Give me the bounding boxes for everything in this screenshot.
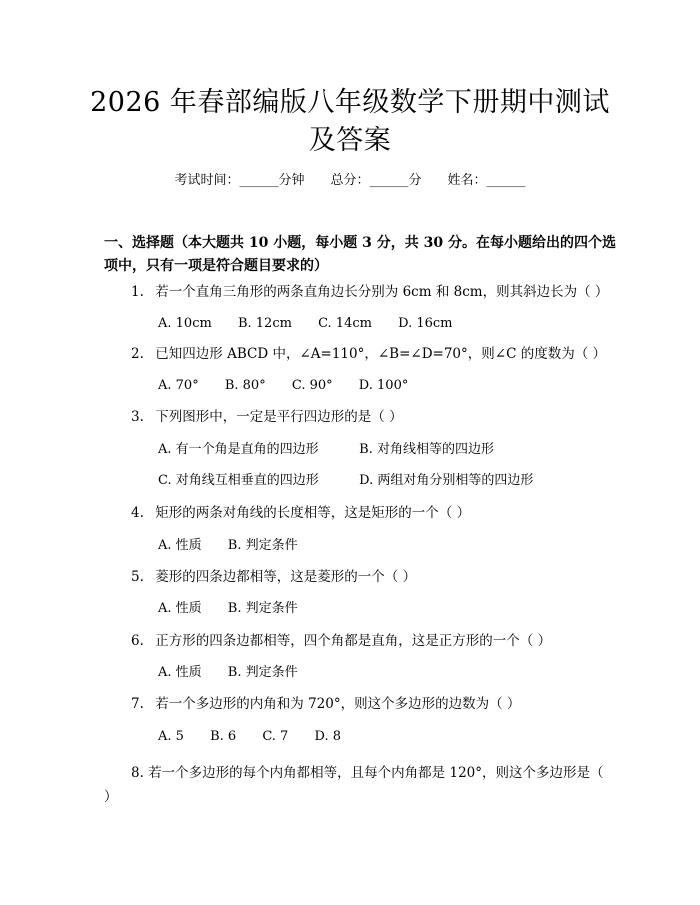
time-blank: ______分钟 — [239, 173, 305, 188]
question-6 — [131, 632, 601, 650]
option-a: A. 70° — [158, 378, 199, 393]
question-text: 已知四边形 ABCD 中，∠A=110°，∠B=∠D=70°，则∠C 的度数为（ ） — [155, 346, 606, 362]
question-4 — [131, 504, 601, 522]
option-a: A. 性质 — [158, 601, 202, 616]
question-6-options — [158, 664, 320, 682]
question-text: 若一个多边形的内角和为 720°，则这个多边形的边数为（ ） — [155, 696, 521, 712]
score-label: 总分： — [330, 173, 370, 188]
question-number: 7. — [131, 696, 144, 712]
option-a: A. 10cm — [158, 316, 212, 331]
option-d: D. 8 — [314, 729, 341, 744]
option-b: B. 6 — [210, 729, 237, 744]
question-number: 5. — [131, 569, 144, 585]
question-1-options — [158, 315, 474, 333]
option-d: D. 两组对角分别相等的四边形 — [359, 473, 534, 488]
option-a: A. 有一个角是直角的四边形 — [158, 442, 319, 457]
question-7 — [131, 695, 601, 713]
name-label: 姓名： — [447, 173, 487, 188]
question-text: 若一个多边形的每个内角都相等，且每个内角都是 120°，则这个多边形是（ ） — [104, 765, 604, 805]
question-5 — [131, 568, 601, 586]
question-number: 2. — [131, 346, 144, 362]
section-heading: 一、选择题（本大题共 10 小题，每小题 3 分，共 30 分。在每小题给出的四个选项中，只有一项是符合题目要求的） — [104, 235, 616, 274]
question-number: 1. — [131, 284, 144, 300]
option-b: B. 80° — [224, 378, 266, 393]
question-number: 8. — [131, 765, 144, 781]
question-3-options-row-1 — [158, 441, 516, 459]
question-text: 下列图形中，一定是平行四边形的是（ ） — [155, 409, 403, 425]
option-c: C. 对角线互相垂直的四边形 — [158, 473, 319, 488]
question-text: 矩形的两条对角线的长度相等，这是矩形的一个（ ） — [155, 505, 471, 521]
question-number: 4. — [131, 505, 144, 521]
question-1 — [131, 283, 609, 301]
exam-meta — [0, 172, 700, 190]
option-c: C. 90° — [291, 378, 333, 393]
option-b: B. 对角线相等的四边形 — [359, 442, 494, 457]
question-2-options — [158, 377, 430, 395]
option-d: D. 100° — [358, 378, 409, 393]
question-7-options — [158, 728, 363, 746]
option-d: D. 16cm — [398, 316, 453, 331]
score-blank: ______分 — [369, 173, 422, 188]
option-c: C. 14cm — [318, 316, 372, 331]
question-3-options-row-2 — [158, 472, 555, 490]
option-a: A. 性质 — [158, 665, 202, 680]
question-4-options — [158, 537, 320, 555]
question-3 — [131, 408, 601, 426]
option-a: A. 5 — [158, 729, 184, 744]
option-a: A. 性质 — [158, 538, 202, 553]
question-text: 正方形的四条边都相等，四个角都是直角，这是正方形的一个（ ） — [155, 633, 552, 649]
question-2 — [131, 345, 606, 363]
option-b: B. 判定条件 — [227, 538, 298, 553]
question-5-options — [158, 600, 320, 618]
question-number: 3. — [131, 409, 144, 425]
option-b: B. 判定条件 — [227, 665, 298, 680]
question-text: 若一个直角三角形的两条直角边长分别为 6cm 和 8cm，则其斜边长为（ ） — [155, 284, 609, 300]
name-blank: ______ — [486, 173, 526, 188]
page-title: 2026 年春部编版八年级数学下册期中测试及答案 — [90, 87, 610, 156]
option-b: B. 判定条件 — [227, 601, 298, 616]
option-b: B. 12cm — [237, 316, 292, 331]
time-label: 考试时间： — [174, 173, 240, 188]
question-text: 菱形的四条边都相等，这是菱形的一个（ ） — [155, 569, 417, 585]
option-c: C. 7 — [262, 729, 289, 744]
question-number: 6. — [131, 633, 144, 649]
question-8 — [104, 761, 604, 809]
